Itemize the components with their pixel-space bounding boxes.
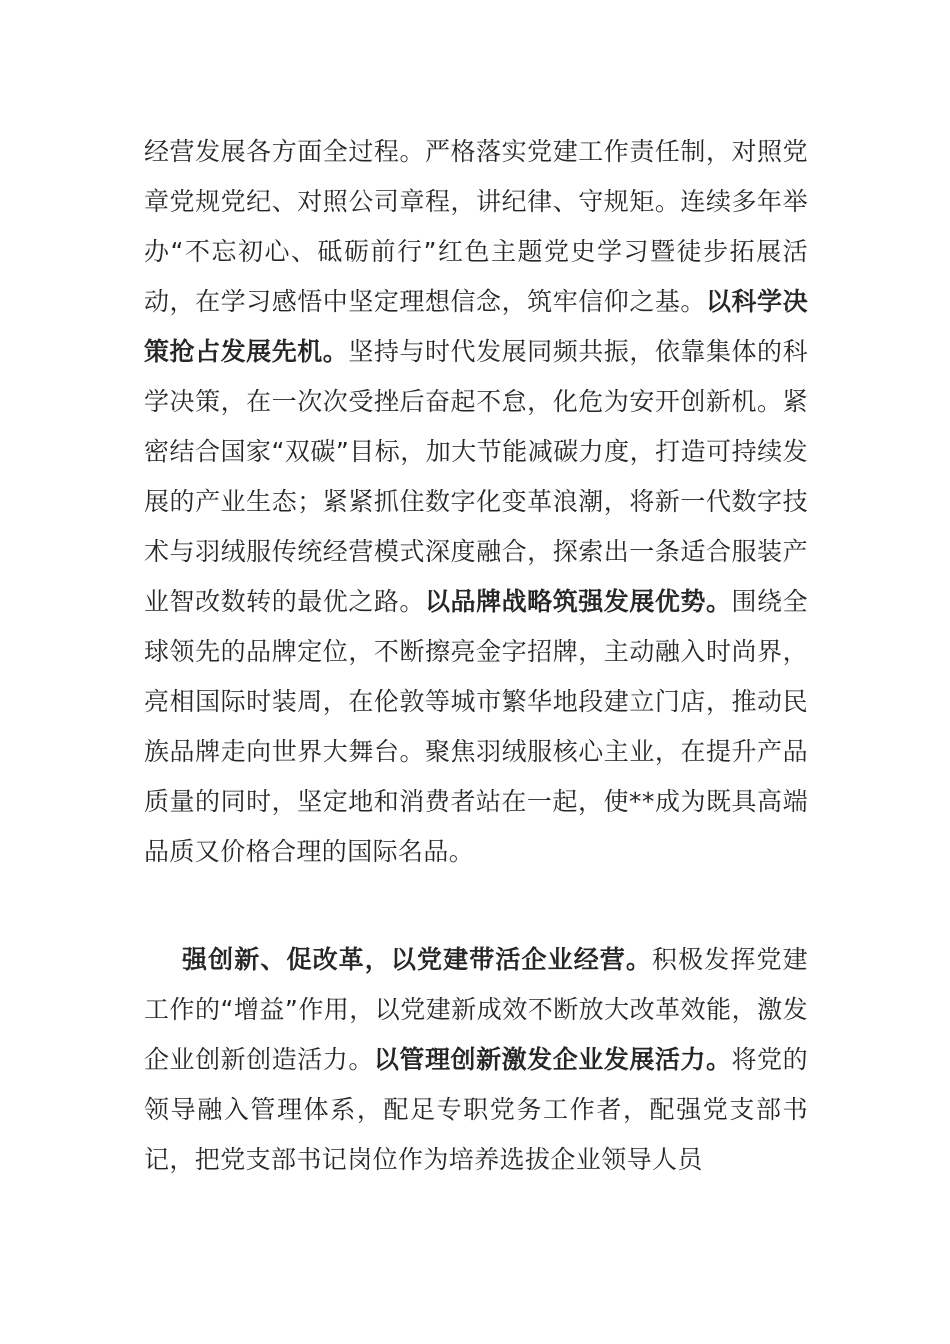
paragraph-1 <box>144 127 808 877</box>
paragraph-1-text: 围绕全球领先的品牌定位，不断擦亮金字招牌，主动融入时尚界，亮相国际时装周，在伦敦等城市繁华地段建立门店，推动民族品牌走向世界大舞台。聚焦羽绒服核心主业，在提升产品质量的同时，坚定地和消费者站在一起，使**成为既具高端品质又价格合理的国际名品。 <box>144 587 809 866</box>
paragraph-2 <box>144 935 808 1185</box>
paragraph-1-heading-brand: 以品牌战略筑强发展优势。 <box>424 587 732 616</box>
paragraph-1-text: 经营发展各方面全过程。严格落实党建工作责任制，对照党章党规党纪、对照公司章程，讲纪律、守规矩。连续多年举办“不忘初心、砥砺前行”红色主题党史学习暨徒步拓展活动，在学习感悟中坚定理想信念，筑牢信仰之基。 <box>144 137 808 316</box>
paragraph-2-text: 将党的领导融入管理体系，配足专职党务工作者，配强党支部书记，把党支部书记岗位作为培养选拔企业领导人员 <box>144 1045 808 1174</box>
paragraph-1-text: 坚持与时代发展同频共振，依靠集体的科学决策，在一次次受挫后奋起不怠，化危为安开创新机。紧密结合国家“双碳”目标，加大节能减碳力度，打造可持续发展的产业生态；紧紧抓住数字化变革浪潮，将新一代数字技术与羽绒服传统经营模式深度融合，探索出一条适合服装产业智改数转的最优之路。 <box>144 337 809 616</box>
paragraph-2-text: 积极发挥党建工作的“增益”作用，以党建新成效不断放大改革效能，激发企业创新创造活力。 <box>144 945 808 1074</box>
paragraph-2-heading-management: 以管理创新激发企业发展活力。 <box>373 1045 732 1074</box>
paragraph-1-heading-decision: 以科学决策抢占发展先机。 <box>144 287 808 366</box>
paragraph-2-heading-innovation: 强创新、促改革，以党建带活企业经营。 <box>182 945 653 974</box>
